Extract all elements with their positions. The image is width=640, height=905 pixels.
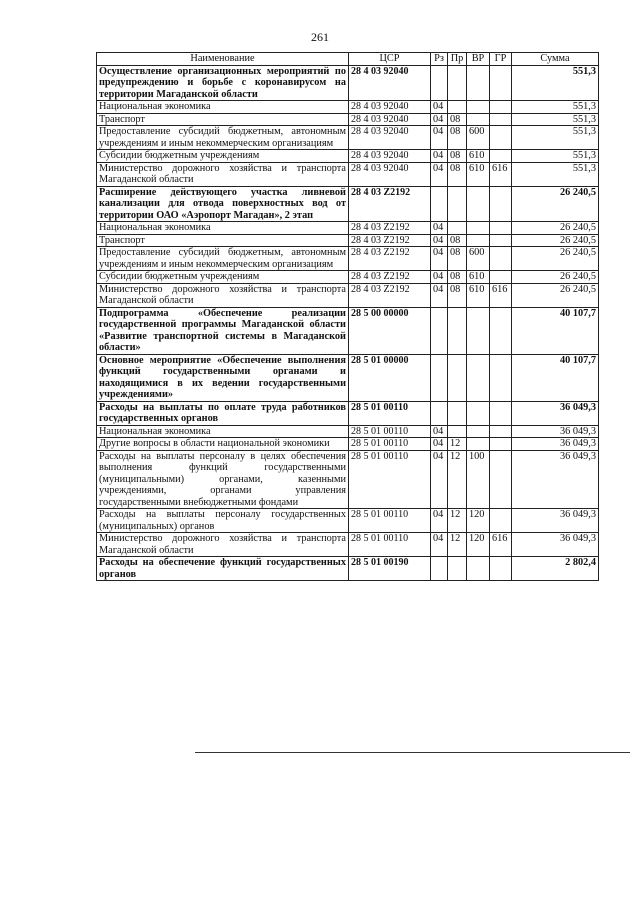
row-pr: 08 [448,247,467,271]
footer-rule [195,752,630,753]
row-rz: 04 [431,222,448,235]
row-pr: 12 [448,533,467,557]
row-rz: 04 [431,438,448,451]
row-gr [490,509,512,533]
row-vr: 610 [467,271,490,284]
row-csr: 28 5 01 00110 [349,533,431,557]
row-vr: 610 [467,162,490,186]
row-vr [467,438,490,451]
row-name: Министерство дорожного хозяйства и транспорта Магаданской области [97,283,349,307]
row-vr: 600 [467,126,490,150]
row-vr [467,65,490,101]
header-rz: Рз [431,53,448,66]
row-name: Предоставление субсидий бюджетным, автономным учреждениям и иным некоммерческим организациям [97,247,349,271]
row-rz: 04 [431,126,448,150]
row-name: Осуществление организационных мероприятий по предупреждению и борьбе с коронавирусом на территории Магаданской области [97,65,349,101]
row-vr: 100 [467,450,490,509]
row-gr: 616 [490,283,512,307]
table-row [97,126,599,150]
table-body [97,65,599,581]
table-row [97,557,599,581]
row-rz: 04 [431,247,448,271]
row-gr [490,126,512,150]
row-name: Расходы на выплаты персоналу государственных (муниципальных) органов [97,509,349,533]
row-vr: 610 [467,150,490,163]
row-csr: 28 4 03 Z2192 [349,283,431,307]
row-gr [490,247,512,271]
row-sum: 551,3 [512,126,599,150]
row-sum: 26 240,5 [512,234,599,247]
row-csr: 28 4 03 92040 [349,113,431,126]
row-name: Подпрограмма «Обеспечение реализации государственной программы Магаданской области «Развитие транспортной системы в Магаданской области» [97,307,349,354]
table-row [97,450,599,509]
row-rz [431,354,448,401]
table-row [97,247,599,271]
row-rz: 04 [431,234,448,247]
row-pr [448,401,467,425]
row-sum: 36 049,3 [512,425,599,438]
row-csr: 28 5 01 00110 [349,509,431,533]
row-csr: 28 5 01 00110 [349,438,431,451]
row-gr [490,65,512,101]
row-pr [448,354,467,401]
row-pr: 08 [448,150,467,163]
table-row [97,65,599,101]
row-gr [490,234,512,247]
row-gr [490,101,512,114]
row-csr: 28 4 03 92040 [349,150,431,163]
table-header-row [97,53,599,66]
row-vr: 120 [467,533,490,557]
row-name: Субсидии бюджетным учреждениям [97,150,349,163]
row-name: Национальная экономика [97,425,349,438]
row-name: Министерство дорожного хозяйства и транспорта Магаданской области [97,162,349,186]
row-vr [467,425,490,438]
row-rz [431,65,448,101]
row-pr [448,425,467,438]
row-sum: 26 240,5 [512,283,599,307]
table-row [97,113,599,126]
row-csr: 28 4 03 Z2192 [349,271,431,284]
table-row [97,150,599,163]
row-name: Субсидии бюджетным учреждениям [97,271,349,284]
row-pr [448,222,467,235]
row-pr [448,307,467,354]
row-rz [431,401,448,425]
row-rz [431,186,448,222]
row-sum: 36 049,3 [512,438,599,451]
row-pr [448,557,467,581]
row-sum: 551,3 [512,101,599,114]
table-row [97,354,599,401]
row-rz [431,557,448,581]
row-gr [490,425,512,438]
row-name: Национальная экономика [97,101,349,114]
row-csr: 28 5 01 00000 [349,354,431,401]
row-pr [448,186,467,222]
row-vr: 600 [467,247,490,271]
row-csr: 28 5 00 00000 [349,307,431,354]
row-sum: 26 240,5 [512,247,599,271]
row-pr: 08 [448,162,467,186]
row-csr: 28 5 01 00110 [349,425,431,438]
row-rz: 04 [431,271,448,284]
row-rz: 04 [431,162,448,186]
row-pr: 12 [448,438,467,451]
row-sum: 40 107,7 [512,307,599,354]
row-sum: 26 240,5 [512,222,599,235]
row-sum: 36 049,3 [512,450,599,509]
table-row [97,101,599,114]
row-csr: 28 4 03 Z2192 [349,186,431,222]
table-row [97,283,599,307]
row-csr: 28 4 03 Z2192 [349,234,431,247]
row-vr [467,113,490,126]
row-gr [490,354,512,401]
table-row [97,425,599,438]
row-pr [448,65,467,101]
row-rz [431,307,448,354]
row-rz: 04 [431,425,448,438]
row-pr: 12 [448,509,467,533]
row-sum: 551,3 [512,162,599,186]
row-csr: 28 4 03 92040 [349,162,431,186]
row-sum: 40 107,7 [512,354,599,401]
table-row [97,271,599,284]
row-pr: 12 [448,450,467,509]
row-pr: 08 [448,113,467,126]
header-vr: ВР [467,53,490,66]
row-gr [490,150,512,163]
row-sum: 26 240,5 [512,186,599,222]
row-csr: 28 5 01 00110 [349,401,431,425]
row-pr: 08 [448,271,467,284]
table-row [97,438,599,451]
row-rz: 04 [431,113,448,126]
row-csr: 28 4 03 92040 [349,126,431,150]
table-row [97,307,599,354]
table-row [97,533,599,557]
row-vr [467,557,490,581]
table-row [97,401,599,425]
row-sum: 26 240,5 [512,271,599,284]
row-sum: 2 802,4 [512,557,599,581]
row-gr [490,271,512,284]
row-gr [490,438,512,451]
row-pr: 08 [448,234,467,247]
row-vr [467,307,490,354]
row-rz: 04 [431,509,448,533]
row-name: Национальная экономика [97,222,349,235]
row-pr [448,101,467,114]
row-gr [490,401,512,425]
row-sum: 551,3 [512,65,599,101]
header-pr: Пр [448,53,467,66]
table-row [97,162,599,186]
row-name: Транспорт [97,234,349,247]
row-sum: 551,3 [512,150,599,163]
row-sum: 36 049,3 [512,509,599,533]
row-gr [490,222,512,235]
row-gr: 616 [490,162,512,186]
row-name: Расходы на выплаты по оплате труда работников государственных органов [97,401,349,425]
row-vr [467,186,490,222]
table-row [97,222,599,235]
row-sum: 36 049,3 [512,401,599,425]
row-gr [490,557,512,581]
row-rz: 04 [431,150,448,163]
row-vr [467,401,490,425]
row-pr: 08 [448,126,467,150]
table-row [97,234,599,247]
row-csr: 28 4 03 92040 [349,101,431,114]
row-name: Предоставление субсидий бюджетным, автономным учреждениям и иным некоммерческим организациям [97,126,349,150]
table-row [97,509,599,533]
row-name: Транспорт [97,113,349,126]
row-gr: 616 [490,533,512,557]
table-row [97,186,599,222]
row-sum: 36 049,3 [512,533,599,557]
row-vr: 610 [467,283,490,307]
row-name: Расходы на обеспечение функций государственных органов [97,557,349,581]
row-name: Министерство дорожного хозяйства и транспорта Магаданской области [97,533,349,557]
page-number: 261 [311,30,329,44]
row-name: Расходы на выплаты персоналу в целях обеспечения выполнения функций государственными (муниципальными) органами, казенными учреждениями, органами управления государственными внебюджетными фондами [97,450,349,509]
row-rz: 04 [431,283,448,307]
header-csr: ЦСР [349,53,431,66]
row-csr: 28 4 03 Z2192 [349,222,431,235]
row-gr [490,113,512,126]
row-name: Другие вопросы в области национальной экономики [97,438,349,451]
header-gr: ГР [490,53,512,66]
row-rz: 04 [431,101,448,114]
row-vr [467,101,490,114]
row-rz: 04 [431,533,448,557]
row-vr [467,354,490,401]
row-rz: 04 [431,450,448,509]
budget-table [96,52,599,581]
row-gr [490,307,512,354]
header-name: Наименование [97,53,349,66]
row-vr [467,222,490,235]
row-pr: 08 [448,283,467,307]
row-csr: 28 5 01 00190 [349,557,431,581]
row-csr: 28 5 01 00110 [349,450,431,509]
row-csr: 28 4 03 92040 [349,65,431,101]
row-name: Расширение действующего участка ливневой канализации для отвода поверхностных вод от территории ОАО «Аэропорт Магадан», 2 этап [97,186,349,222]
row-sum: 551,3 [512,113,599,126]
row-gr [490,450,512,509]
row-csr: 28 4 03 Z2192 [349,247,431,271]
row-vr: 120 [467,509,490,533]
header-sum: Сумма [512,53,599,66]
row-name: Основное мероприятие «Обеспечение выполнения функций государственными органами и находящимися в их ведении государственными учреждениями» [97,354,349,401]
row-gr [490,186,512,222]
row-vr [467,234,490,247]
